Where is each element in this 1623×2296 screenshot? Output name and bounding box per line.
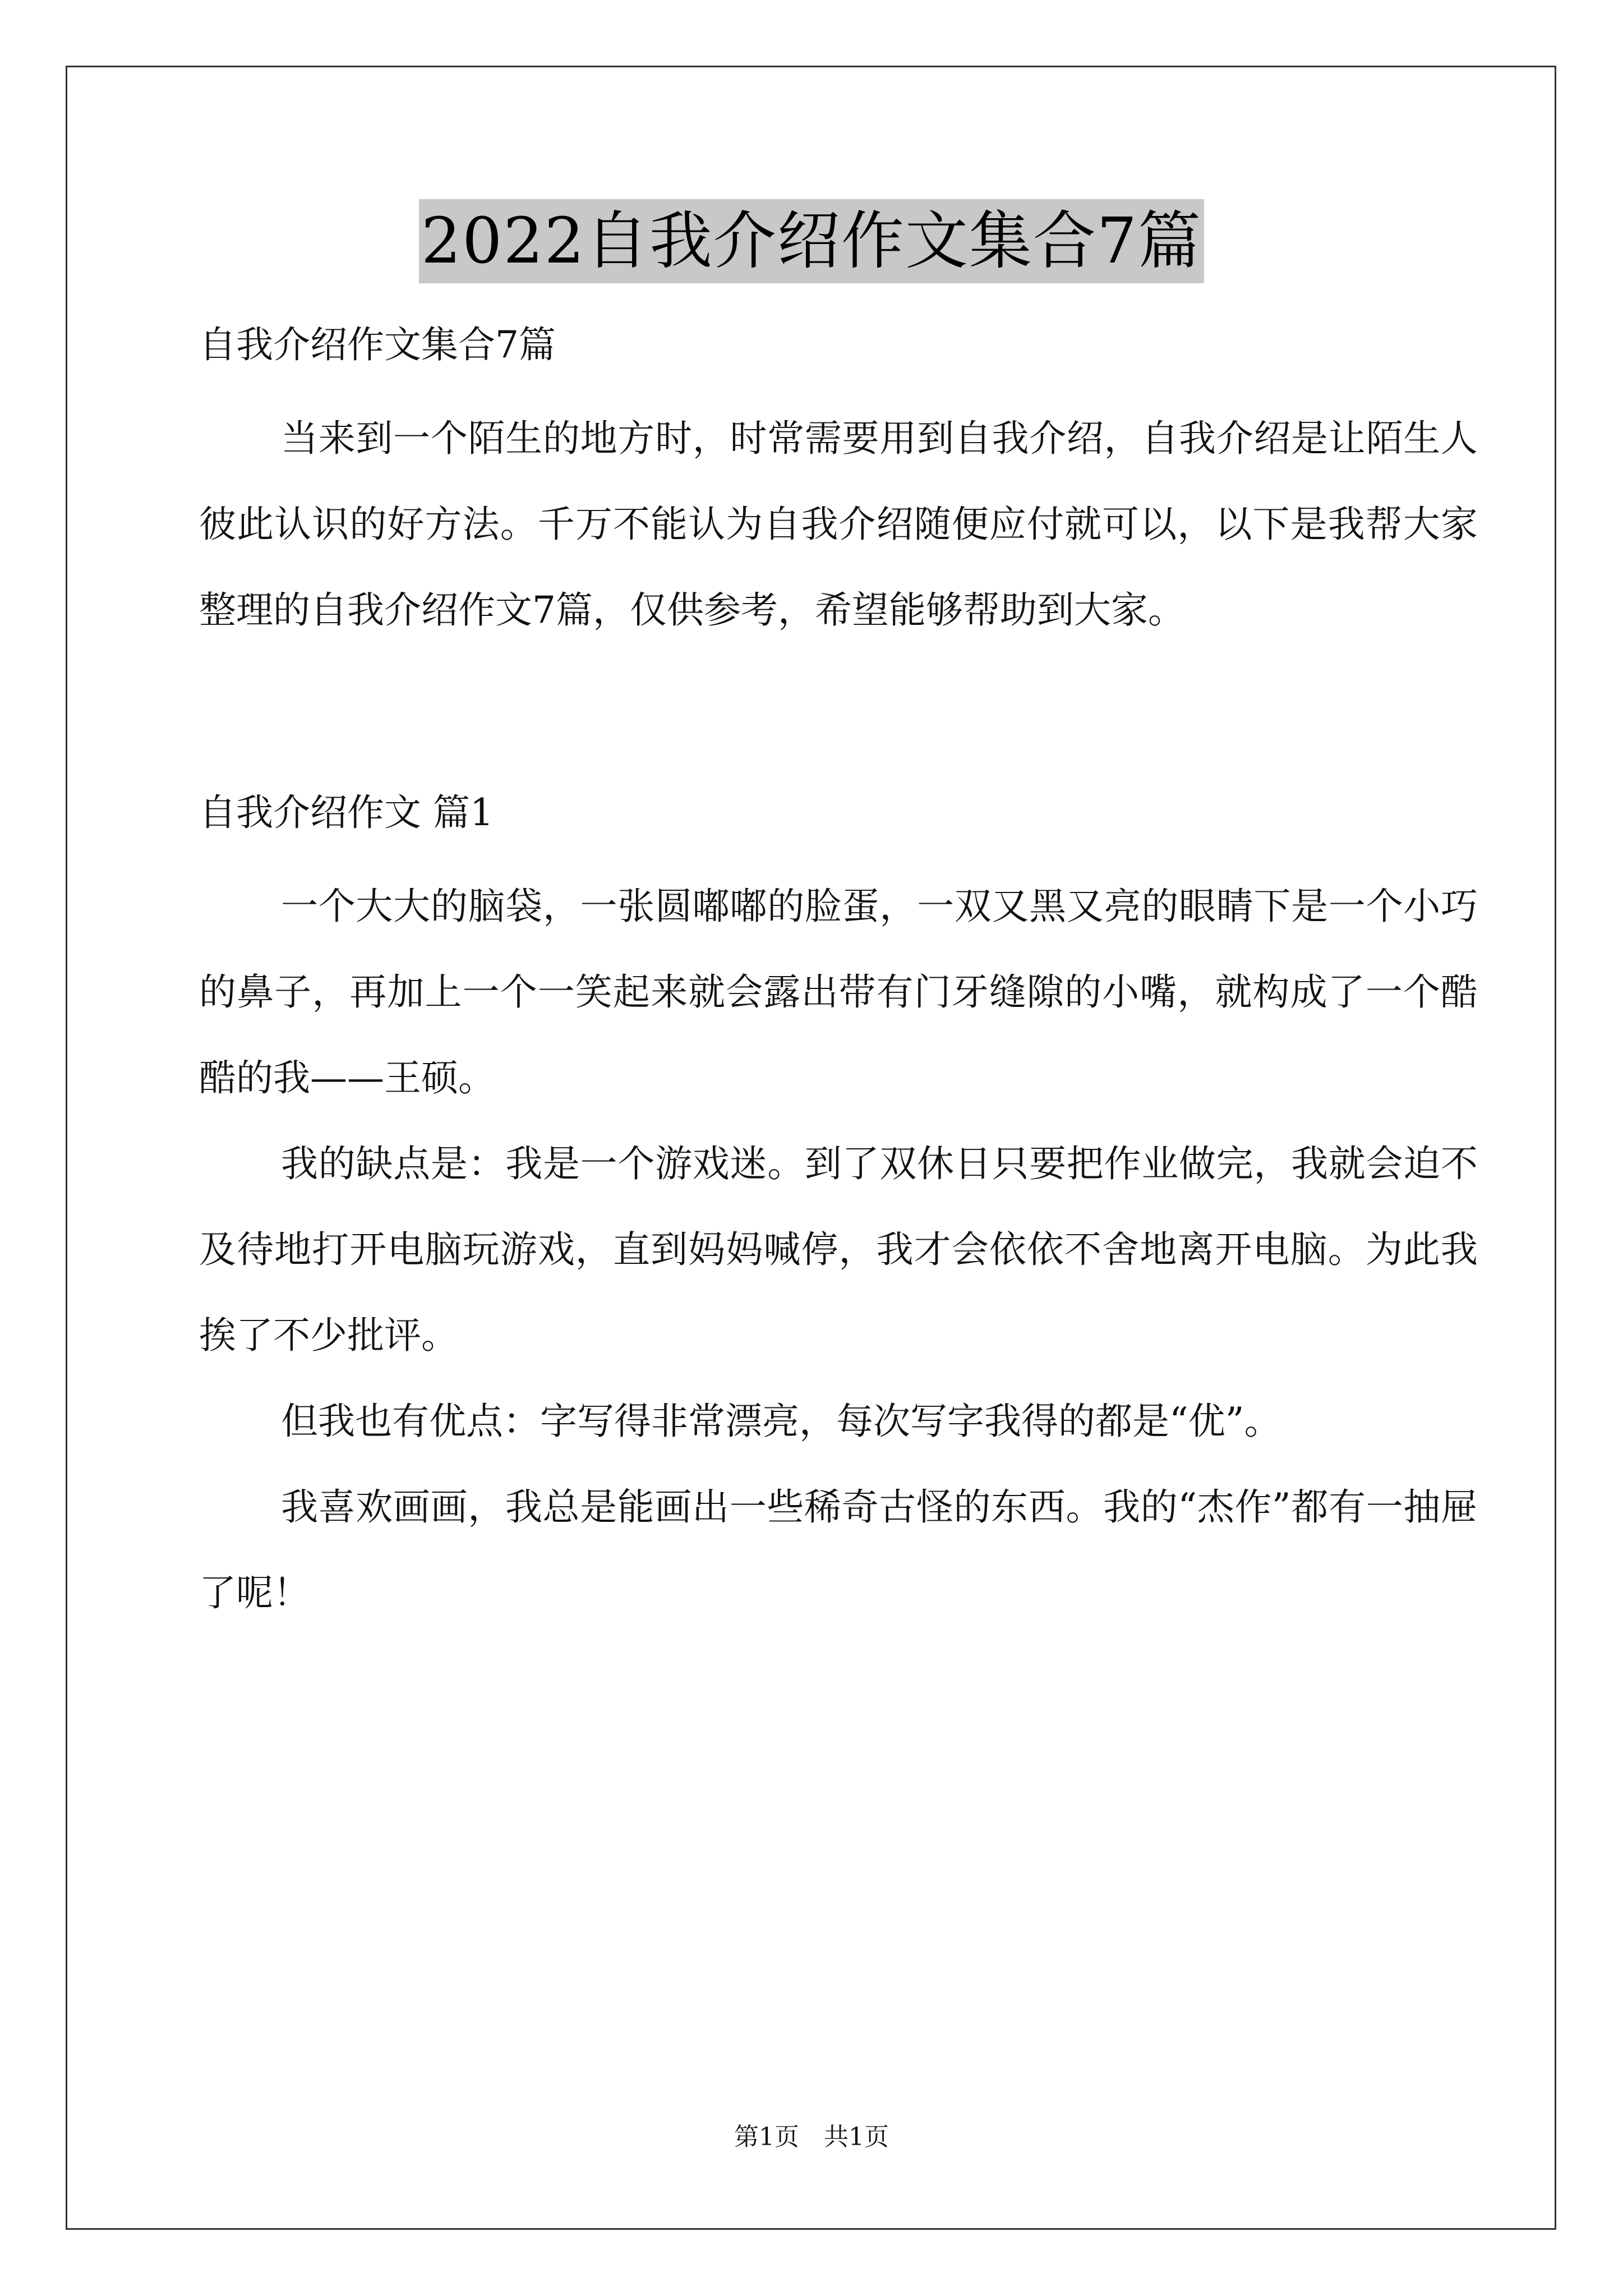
document-title: 2022自我介绍作文集合7篇 <box>419 199 1204 283</box>
body-paragraph: 我喜欢画画，我总是能画出一些稀奇古怪的东西。我的“杰作”都有一抽屉了呢！ <box>199 1485 1478 1614</box>
intro-paragraph: 当来到一个陌生的地方时，时常需要用到自我介绍，自我介绍是让陌生人彼此认识的好方法。千万不能认为自我介绍随便应付就可以，以下是我帮大家整理的自我介绍作文7篇，仅供参考，希望能够帮助到大家。 <box>199 417 1478 632</box>
body-paragraph: 但我也有优点：字写得非常漂亮，每次写字我得的都是“优”。 <box>281 1400 1281 1443</box>
body-paragraph: 我的缺点是：我是一个游戏迷。到了双休日只要把作业做完，我就会迫不及待地打开电脑玩游戏，直到妈妈喊停，我才会依依不舍地离开电脑。为此我挨了不少批评。 <box>199 1142 1478 1357</box>
document-body <box>199 306 1478 1636</box>
section-heading: 自我介绍作文 篇1 <box>199 791 494 834</box>
body-paragraph: 一个大大的脑袋，一张圆嘟嘟的脸蛋，一双又黑又亮的眼睛下是一个小巧的鼻子，再加上一个一笑起来就会露出带有门牙缝隙的小嘴，就构成了一个酷酷的我——王硕。 <box>199 885 1478 1099</box>
title-container <box>0 199 1623 283</box>
document-subtitle: 自我介绍作文集合7篇 <box>199 323 556 366</box>
page-footer: 第1页 共1页 <box>734 2123 889 2151</box>
